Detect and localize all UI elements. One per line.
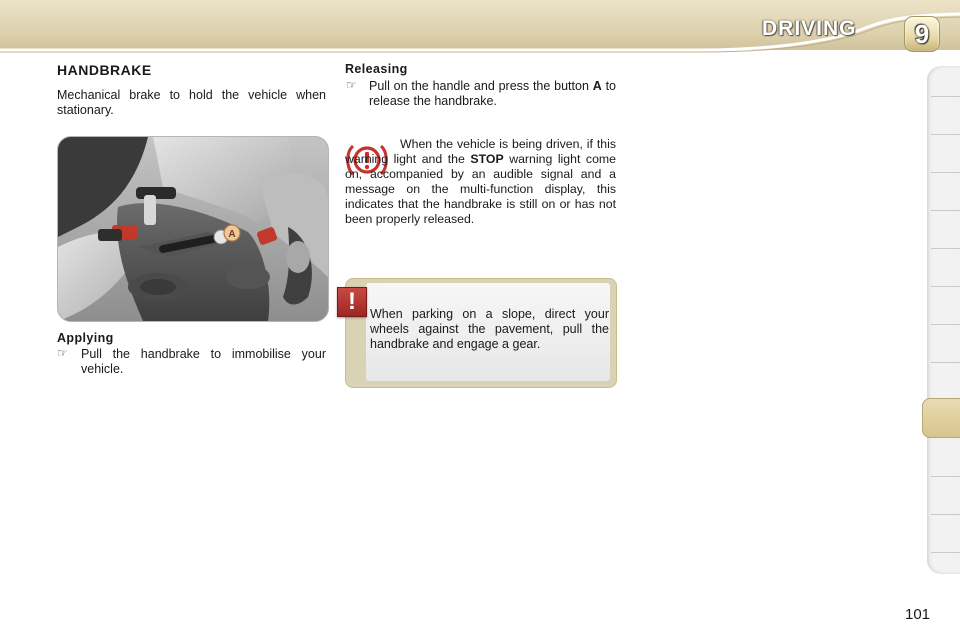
tab-divider [931, 324, 960, 325]
tab-divider [931, 172, 960, 173]
releasing-text [369, 79, 616, 109]
applying-text: Pull the handbrake to immobilise your vehicle. [81, 347, 326, 376]
releasing-heading: Releasing [345, 62, 408, 76]
section-intro: Mechanical brake to hold the vehicle when stationary. [57, 88, 326, 117]
chapter-tab-rail [927, 66, 960, 574]
callout-a-label: A [228, 229, 236, 240]
handbrake-photo [57, 136, 329, 322]
tab-divider [931, 210, 960, 211]
parking-notice-text: When parking on a slope, direct your wheels against the pavement, pull the handbrake and engage a gear. [370, 307, 609, 351]
stop-word: STOP [470, 152, 504, 166]
warning-text-end: warning light come on, accompanied by an audible signal and a message on the multi-function display, this indicates that the handbrake is still on or has not been properly released. [345, 152, 616, 226]
exclamation-mark: ! [348, 288, 356, 315]
applying-heading: Applying [57, 331, 114, 345]
chapter-number: 9 [914, 19, 930, 49]
section-title: HANDBRAKE [57, 62, 152, 78]
tab-divider [931, 286, 960, 287]
tab-divider [931, 552, 960, 553]
chapter-number-badge [904, 16, 940, 52]
tab-divider [931, 514, 960, 515]
warning-text [345, 137, 616, 227]
button-a-reference: A [592, 79, 602, 93]
releasing-text-start: Pull on the handle and press the button [369, 79, 593, 93]
releasing-text-end: to release the handbrake. [369, 79, 616, 108]
tab-divider [931, 476, 960, 477]
tab-divider [931, 248, 960, 249]
page-number: 101 [905, 606, 931, 623]
exclamation-icon [337, 287, 367, 317]
pointing-hand-icon: ☞ [57, 346, 68, 360]
chapter-title: DRIVING [762, 17, 857, 40]
pointing-hand-icon: ☞ [346, 78, 357, 92]
active-chapter-tab[interactable] [922, 398, 960, 438]
tab-divider [931, 96, 960, 97]
warning-text-start: When the vehicle is being driven, if this warning light and the [345, 137, 616, 166]
handbrake-illustration [58, 137, 328, 321]
tab-divider [931, 134, 960, 135]
tab-divider [931, 362, 960, 363]
tab-rail-background [927, 66, 960, 574]
